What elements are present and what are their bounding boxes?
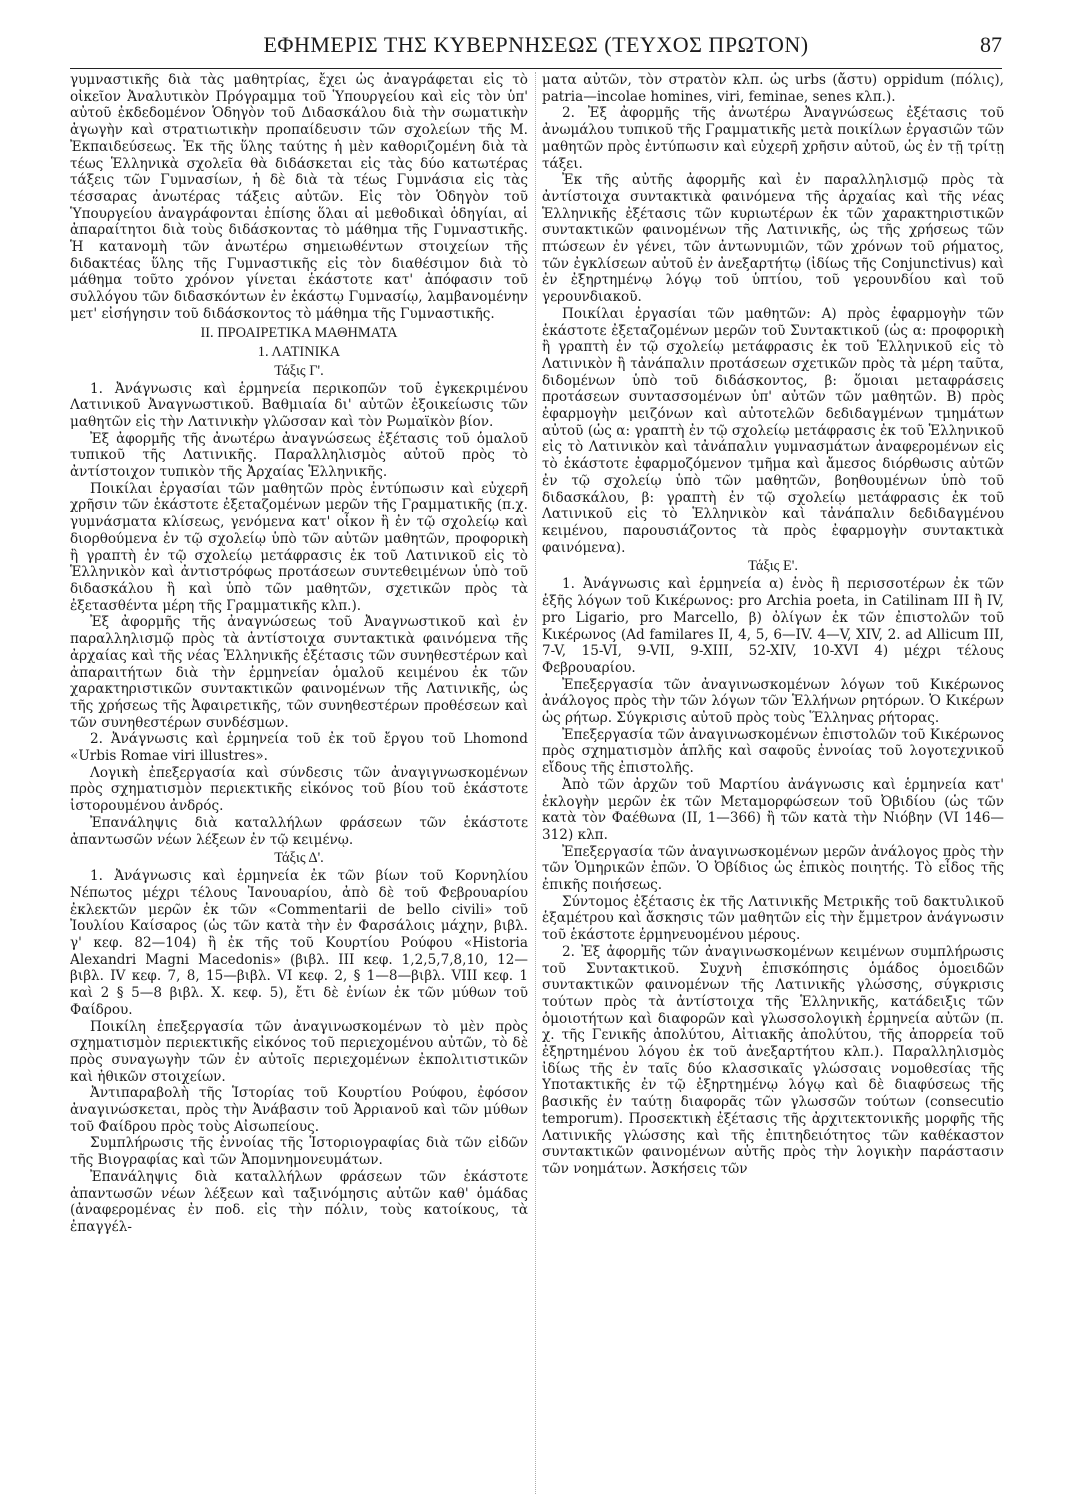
right-column [542,72,1004,1494]
paragraph: Ἐπεξεργασία τῶν ἀναγινωσκομένων λόγων τοῦ Κικέρωνος ἀνάλογος πρὸς τὴν τῶν λόγων τῶν Ἑλλήνων ρητόρων. Ὁ Κικέρων ὡς ρήτωρ. Σύγκρισις αὐτοῦ πρὸς τοὺς Ἕλληνας ρήτορας. [542,676,1004,727]
gazette-title: ΕΦΗΜΕΡΙΣ ΤΗΣ ΚΥΒΕΡΝΗΣΕΩΣ (ΤΕΥΧΟΣ ΠΡΩΤΟΝ) [263,32,809,57]
paragraph: Ἐξ ἀφορμῆς τῆς ἀναγνώσεως τοῦ Ἀναγνωστικοῦ καὶ ἐν παραλληλισμῷ πρὸς τὰ ἀντίστοιχα συντακτικὰ φαινόμενα τῆς ἀρχαίας καὶ τῆς νέας Ἑλληνικῆς ἐξέτασις τῶν συνηθεστέρων καὶ ἀπαραιτήτων διὰ τὴν ἑρμηνείαν ὁμαλοῦ κειμένου ἐκ τῶν χαρακτηριστικῶν συντακτικῶν φαινομένων τῆς Λατινικῆς, ὡς τῆς χρήσεως τῆς Ἀφαιρετικῆς, τῶν συνηθεστέρων προθέσεων καὶ τῶν συνηθεστέρων συνδέσμων. [70,614,528,731]
paragraph: Ἀπὸ τῶν ἀρχῶν τοῦ Μαρτίου ἀνάγνωσις καὶ ἑρμηνεία κατ' ἐκλογὴν μερῶν ἐκ τῶν Μεταμορφώσεων τοῦ Ὀβιδίου (ὡς τῶν κατὰ τὸν Φαέθωνα (II, 1—366) ἢ τῶν κατὰ τὴν Νιόβην (VI 146—312) κλπ. [542,776,1004,843]
paragraph: Ἐπανάληψις διὰ καταλλήλων φράσεων τῶν ἑκάστοτε ἀπαντωσῶν νέων λέξεων ἐν τῷ κειμένῳ. [70,814,528,848]
paragraph: Ἐπανάληψις διὰ καταλλήλων φράσεων τῶν ἑκάστοτε ἀπαντωσῶν νέων λέξεων καὶ ταξινόμησις αὐτῶν καθ' ὁμάδας (ἀναφερομένας ἐν ποδ. εἰς τὴν πόλιν, τοὺς κατοίκους, τὰ ἐπαγγέλ- [70,1168,528,1235]
section-heading: II. ΠΡΟΑΙΡΕΤΙΚΑ ΜΑΘΗΜΑΤΑ [200,324,398,341]
paragraph: Ἐπεξεργασία τῶν ἀναγινωσκομένων μερῶν ἀνάλογος πρὸς τὴν τῶν Ὁμηρικῶν ἐπῶν. Ὁ Ὀβίδιος ὡς ἐπικὸς ποιητής. Τὸ εἶδος τῆς ἐπικῆς ποιήσεως. [542,843,1004,894]
subject-heading: 1. ΛΑΤΙΝΙΚΑ [257,343,341,360]
paragraph: 2. Ἀνάγνωσις καὶ ἑρμηνεία τοῦ ἐκ τοῦ ἔργου τοῦ Lhomond «Urbis Romae viri illustres». [70,731,528,765]
paragraph: Ποικίλαι ἐργασίαι τῶν μαθητῶν: Α) πρὸς ἐφαρμογὴν τῶν ἑκάστοτε ἐξεταζομένων μερῶν τοῦ Συντακτικοῦ (ὡς α: προφορικὴ ἢ γραπτὴ ἐν τῷ σχολείῳ μετάφρασις ἐκ τοῦ Ἑλληνικοῦ εἰς τὸ Λατινικὸν ἢ τἀνάπαλιν προτάσεων σχετικῶν πρὸς τὰ μέρη ταῦτα, διδομένων ὑπὸ τοῦ διδάσκοντος, β: ὅμοιαι μεταφράσεις προτάσεων συντασσομένων ὑπ' αὐτῶν τῶν μαθητῶν. Β) πρὸς ἐφαρμογὴν μειζόνων καὶ αὐτοτελῶν δεδιδαγμένων τμημάτων αὐτοῦ (ὡς α: γραπτὴ ἐν τῷ σχολείῳ μετάφρασις ἐκ τοῦ Ἑλληνικοῦ εἰς τὸ Λατινικὸν καὶ τἀνάπαλιν γυμνασμάτων ἀναφερομένων εἰς τὸ ἑκάστοτε ἐφαρμοζόμενον τμῆμα καὶ ἄμεσος διόρθωσις αὐτῶν ἐν τῷ σχολείῳ ὑπὸ τῶν μαθητῶν, βοηθουμένων ὑπὸ τοῦ διδασκάλου, β: γραπτὴ ἐν τῷ σχολείῳ μετάφρασις ἐκ τοῦ Λατινικοῦ εἰς τὸ Ἑλληνικὸν καὶ τἀνάπαλιν δεδιδαγμένου κειμένου, παρουσιάζοντος τὰ πρὸς ἐφαρμογὴν συντακτικὰ φαινόμενα). [542,305,1004,556]
class-heading: Τάξις Ε'. [748,558,798,575]
page-header [70,28,1002,69]
paragraph: Ἐκ τῆς αὐτῆς ἀφορμῆς καὶ ἐν παραλληλισμῷ πρὸς τὰ ἀντίστοιχα συντακτικὰ φαινόμενα τῆς ἀρχαίας καὶ τῆς νέας Ἑλληνικῆς ἐξέτασις τῶν κυριωτέρων ἐκ τῶν χαρακτηριστικῶν συντακτικῶν φαινομένων τῆς Λατινικῆς, ὡς τῆς χρήσεως τῶν πτώσεων ἐν γένει, τῶν ἀντωνυμιῶν, τῶν χρόνων τοῦ ρήματος, τῶν ἐγκλίσεων αὐτοῦ ἐν ἀνεξαρτήτῳ (ἰδίως τῆς Conjunctivus) καὶ ἐν ἐξηρτημένῳ λόγῳ τοῦ ὑπτίου, τοῦ γερουνδίου καὶ τοῦ γερουνδιακοῦ. [542,172,1004,306]
paragraph: Ἐπεξεργασία τῶν ἀναγινωσκομένων ἐπιστολῶν τοῦ Κικέρωνος πρὸς σχηματισμὸν ἁπλῆς καὶ σαφοῦς ἐννοίας τοῦ λογοτεχνικοῦ εἴδους τῆς ἐπιστολῆς. [542,726,1004,777]
paragraph: Συμπλήρωσις τῆς ἐννοίας τῆς Ἱστοριογραφίας διὰ τῶν εἰδῶν τῆς Βιογραφίας καὶ τῶν Ἀπομνημονευμάτων. [70,1135,528,1169]
paragraph: Ποικίλη ἐπεξεργασία τῶν ἀναγινωσκομένων τὸ μὲν πρὸς σχηματισμὸν περιεκτικῆς εἰκόνος τοῦ περιεχομένου αὐτῶν, τὸ δὲ πρὸς συναγωγὴν τῶν ἐν αὐτοῖς περιεχομένων ἐκπολιτιστικῶν καὶ ἠθικῶν στοιχείων. [70,1018,528,1085]
paragraph: 2. Ἐξ ἀφορμῆς τῶν ἀναγινωσκομένων κειμένων συμπλήρωσις τοῦ Συντακτικοῦ. Συχνὴ ἐπισκόπησις ὁμάδος ὁμοειδῶν συντακτικῶν φαινομένων τῆς Λατινικῆς γλώσσης, σύγκρισις τούτων πρὸς τὰ ἀντίστοιχα τῆς Ἑλληνικῆς, κατάδειξις τῶν ὁμοιοτήτων καὶ διαφορῶν καὶ γλωσσολογικὴ ἑρμηνεία αὐτῶν (π. χ. τῆς Γενικῆς ἀπολύτου, Αἰτιακῆς ἀπολύτου, τῆς ἀπορρεία τοῦ ἐξηρτημένου λόγου ἐκ τοῦ ἀνεξαρτήτου κλπ.). Παραλληλισμὸς ἰδίως τῆς ἐν ταῖς δύο κλασσικαῖς γλώσσαις νομοθεσίας τῆς Υποτακτικῆς ἐν τῷ ἐξηρτημένῳ λόγῳ καὶ δὲ διαφύσεως τῆς βασικῆς ἐν ταύτῃ διαφορᾶς τῶν γλωσσῶν τούτων (consecutio temporum). Προσεκτικὴ ἐξέτασις τῆς ἀρχιτεκτονικῆς μορφῆς τῆς Λατινικῆς γλώσσης καὶ τῆς ἐπιτηδειότητος τῶν καθέκαστον συντακτικῶν φαινομένων αὐτῆς πρὸς τὴν λογικὴν παράστασιν τῶν νοημάτων. Ἀσκήσεις τῶν [542,943,1004,1177]
paragraph: 2. Ἐξ ἀφορμῆς τῆς ἀνωτέρω Ἀναγνώσεως ἐξέτασις τοῦ ἀνωμάλου τυπικοῦ τῆς Γραμματικῆς μετὰ ποικίλων ἐργασιῶν τῶν μαθητῶν πρὸς ἐντύπωσιν καὶ εὐχερῆ χρῆσιν αὐτοῦ, ὡς ἐν τῇ τρίτῃ τάξει. [542,105,1004,172]
left-column [70,72,528,1494]
column-divider [535,72,536,1494]
paragraph: Ἀντιπαραβολὴ τῆς Ἱστορίας τοῦ Κουρτίου Ρούφου, ἐφόσον ἀναγινώσκεται, πρὸς τὴν Ἀνάβασιν τοῦ Ἀρριανοῦ καὶ τῶν μύθων τοῦ Φαίδρου πρὸς τοὺς Αἰσωπείους. [70,1085,528,1135]
paragraph: 1. Ἀνάγνωσις καὶ ἑρμηνεία ἐκ τῶν βίων τοῦ Κορνηλίου Νέπωτος μέχρι τέλους Ἰανουαρίου, ἀπὸ δὲ τοῦ Φεβρουαρίου ἐκλεκτῶν μερῶν ἐκ τῶν «Commentarii de bello civili» τοῦ Ἰουλίου Καίσαρος (ὡς τῶν κατὰ τὴν ἐν Φαρσάλοις μάχην, βιβλ. γ' κεφ. 82—104) ἢ ἐκ τῆς τοῦ Κουρτίου Ρούφου «Historia Alexandri Magni Macedonis» (βιβλ. III κεφ. 1,2,5,7,8,10, 12—βιβλ. IV κεφ. 7, 8, 15—βιβλ. VI κεφ. 2, § 1—8—βιβλ. VIII κεφ. 1 καὶ 2 § 5—8 βιβλ. X. κεφ. 5), ἔτι δὲ ἐνίων ἐκ τῶν μύθων τοῦ Φαίδρου. [70,868,528,1018]
paragraph: Σύντομος ἐξέτασις ἐκ τῆς Λατινικῆς Μετρικῆς τοῦ δακτυλικοῦ ἑξαμέτρου καὶ ἄσκησις τῶν μαθητῶν εἰς τὴν ἔμμετρον ἀνάγνωσιν τοῦ ἑκάστοτε ἑρμηνευομένου μέρους. [542,893,1004,944]
paragraph: 1. Ἀνάγνωσις καὶ ἑρμηνεία α) ἑνὸς ἢ περισσοτέρων ἐκ τῶν ἑξῆς λόγων τοῦ Κικέρωνος: pro Archia poeta, in Catilinam III ἢ IV, pro Ligario, pro Marcello, β) ὀλίγων ἐκ τῶν ἐπιστολῶν τοῦ Κικέρωνος (Ad familares II, 4, 5, 6—IV. 4—V, XIV, 2. ad Allicum III, 7-V, 15-VI, 9-VII, 9-XIII, 52-XIV, 10-XVI 4) μέχρι τέλους Φεβρουαρίου. [542,576,1004,676]
paragraph: Ποικίλαι ἐργασίαι τῶν μαθητῶν πρὸς ἐντύπωσιν καὶ εὐχερῆ χρῆσιν τῶν ἑκάστοτε ἐξεταζομένων μερῶν τῆς Γραμματικῆς (π.χ. γυμνάσματα κλίσεως, γενόμενα κατ' οἶκον ἢ ἐν τῷ σχολείῳ καὶ διορθούμενα ἐν τῷ σχολείῳ ὑπὸ τῶν αὐτῶν μαθητῶν, προφορικὴ ἢ γραπτὴ ἐν τῷ σχολείῳ μετάφρασις ἐκ τοῦ Λατινικοῦ εἰς τὸ Ἑλληνικὸν καὶ ἀντιστρόφως προτάσεων συντεθειμένων ὑπὸ τοῦ διδασκάλου ἢ καὶ ὑπὸ τῶν μαθητῶν, σχετικῶν πρὸς τὰ ἐξετασθέντα μέρη τῆς Γραμματικῆς κλπ.). [70,480,528,614]
class-heading: Τάξις Γ'. [274,362,324,379]
page-number: 87 [980,32,1002,57]
paragraph: Λογικὴ ἐπεξεργασία καὶ σύνδεσις τῶν ἀναγιγνωσκομένων πρὸς σχηματισμὸν περιεκτικῆς εἰκόνος τοῦ βίου τοῦ ἑκάστοτε ἱστορουμένου ἀνδρός. [70,764,528,815]
paragraph: 1. Ἀνάγνωσις καὶ ἑρμηνεία περικοπῶν τοῦ ἐγκεκριμένου Λατινικοῦ Ἀναγνωστικοῦ. Βαθμιαία δι' αὐτῶν ἐξοικείωσις τῶν μαθητῶν εἰς τὴν Λατινικὴν γλῶσσαν καὶ τὸν Ρωμαϊκὸν βίον. [70,380,528,430]
paragraph: Ἐξ ἀφορμῆς τῆς ἀνωτέρω ἀναγνώσεως ἐξέτασις τοῦ ὁμαλοῦ τυπικοῦ τῆς Λατινικῆς. Παραλληλισμὸς αὐτοῦ πρὸς τὸ ἀντίστοιχον τυπικὸν τῆς Ἀρχαίας Ἑλληνικῆς. [70,430,528,481]
paragraph: γυμναστικῆς διὰ τὰς μαθητρίας, ἔχει ὡς ἀναγράφεται εἰς τὸ οἰκεῖον Ἀναλυτικὸν Πρόγραμμα τοῦ Ὑπουργείου καὶ εἰς τὸν ὑπ' αὐτοῦ ἐκδεδομένον Ὁδηγὸν τοῦ Διδασκάλου διὰ τὴν σωματικὴν ἀγωγὴν καὶ στρατιωτικὴν προπαίδευσιν τῶν σχολείων τῆς Μ. Ἐκπαιδεύσεως. Ἐκ τῆς ὕλης ταύτης ἡ μὲν καθοριζομένη διὰ τὰ τέως Ἑλληνικὰ σχολεῖα θὰ διδάσκεται εἰς τὰς δύο κατωτέρας τάξεις τῶν Γυμνασίων, ἡ δὲ διὰ τὰ τέως Γυμνάσια εἰς τὰς τέσσαρας ἀνωτέρας τάξεις αὐτῶν. Εἰς τὸν Ὁδηγὸν τοῦ Ὑπουργείου ἀναγράφονται ἐπίσης ὅλαι αἱ μεθοδικαὶ ὁδηγίαι, αἱ ἀπαραίτητοι διὰ τοὺς διδάσκοντας τὸ μάθημα τῆς Γυμναστικῆς. Ἡ κατανομὴ τῶν ἀνωτέρω σημειωθέντων στοιχείων τῆς διδακτέας ὕλης τῆς Γυμναστικῆς εἰς τὸν διαθέσιμον διὰ τὸ μάθημα τοῦτο χρόνον γίνεται ἑκάστοτε κατ' ἀπόφασιν τοῦ συλλόγου τῶν διδασκόντων ἐν ἑκάστῳ Γυμνασίῳ, λαμβανομένην μετ' εἰσήγησιν τοῦ διδάσκοντος τὸ μάθημα τῆς Γυμναστικῆς. [70,72,528,322]
paragraph: ματα αὐτῶν, τὸν στρατὸν κλπ. ὡς urbs (ἄστυ) oppidum (πόλις), patria—incolae homines, viri, feminae, senes κλπ.). [542,72,1004,105]
class-heading: Τάξις Δ'. [274,850,324,867]
